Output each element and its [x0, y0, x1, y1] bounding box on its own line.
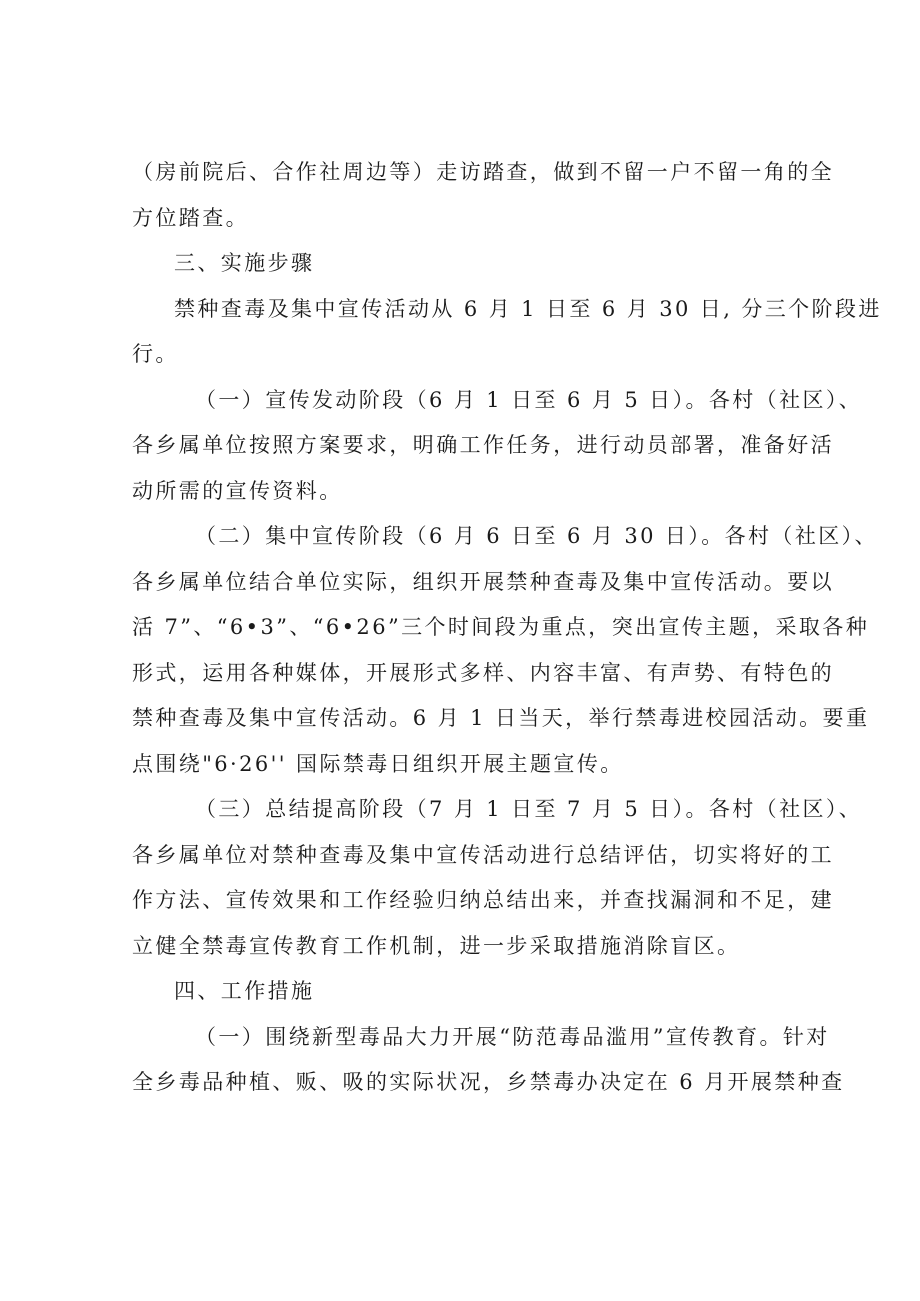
subsection-line-1: （一）宣传发动阶段（6 月 1 日至 6 月 5 日）。各村（社区）、: [195, 387, 863, 412]
section-heading-4: 四、工作措施: [174, 979, 315, 1003]
body-line-1: （房前院后、合作社周边等）走访踏查，做到不留一户不留一角的全: [132, 160, 834, 184]
section-heading-3: 三、实施步骤: [174, 251, 315, 275]
subsection-line-4: （一）围绕新型毒品大力开展“防范毒品滥用”宣传教育。针对: [195, 1024, 830, 1049]
body-line-18: 立健全禁毒宣传教育工作机制，进一步采取措施消除盲区。: [132, 933, 741, 958]
body-line-8: 动所需的宣传资料。: [132, 478, 343, 503]
body-line-11: 活 7”、“6•3”、“6•26”三个时间段为重点，突出宣传主题，采取各种: [132, 615, 870, 639]
body-line-16: 各乡属单位对禁种查毒及集中宣传活动进行总结评估，切实将好的工: [132, 842, 834, 867]
body-line-5: 行。: [132, 342, 179, 366]
body-line-17: 作方法、宣传效果和工作经验归纳总结出来，并查找漏洞和不足，建: [132, 888, 834, 912]
body-line-13: 禁种查毒及集中宣传活动。6 月 1 日当天，举行禁毒进校园活动。要重: [132, 706, 870, 730]
subsection-line-2: （二）集中宣传阶段（6 月 6 日至 6 月 30 日）。各村（社区）、: [195, 524, 878, 548]
body-line-12: 形式，运用各种媒体，开展形式多样、内容丰富、有声势、有特色的: [132, 660, 834, 685]
body-line-4: 禁种查毒及集中宣传活动从 6 月 1 日至 6 月 30 日, 分三个阶段进: [174, 296, 882, 321]
document-page: [132, 150, 882, 1106]
body-line-21: 全乡毒品种植、贩、吸的实际状况，乡禁毒办决定在 6 月开展禁种查: [132, 1070, 845, 1094]
body-line-10: 各乡属单位结合单位实际，组织开展禁种查毒及集中宣传活动。要以: [132, 569, 834, 594]
body-line-7: 各乡属单位按照方案要求，明确工作任务，进行动员部署，准备好活: [132, 433, 834, 457]
subsection-line-3: （三）总结提高阶段（7 月 1 日至 7 月 5 日）。各村（社区）、: [195, 797, 863, 821]
body-line-2: 方位踏查。: [132, 205, 249, 230]
body-line-14: 点围绕"6·26'' 国际禁毒日组织开展主题宣传。: [132, 751, 624, 776]
